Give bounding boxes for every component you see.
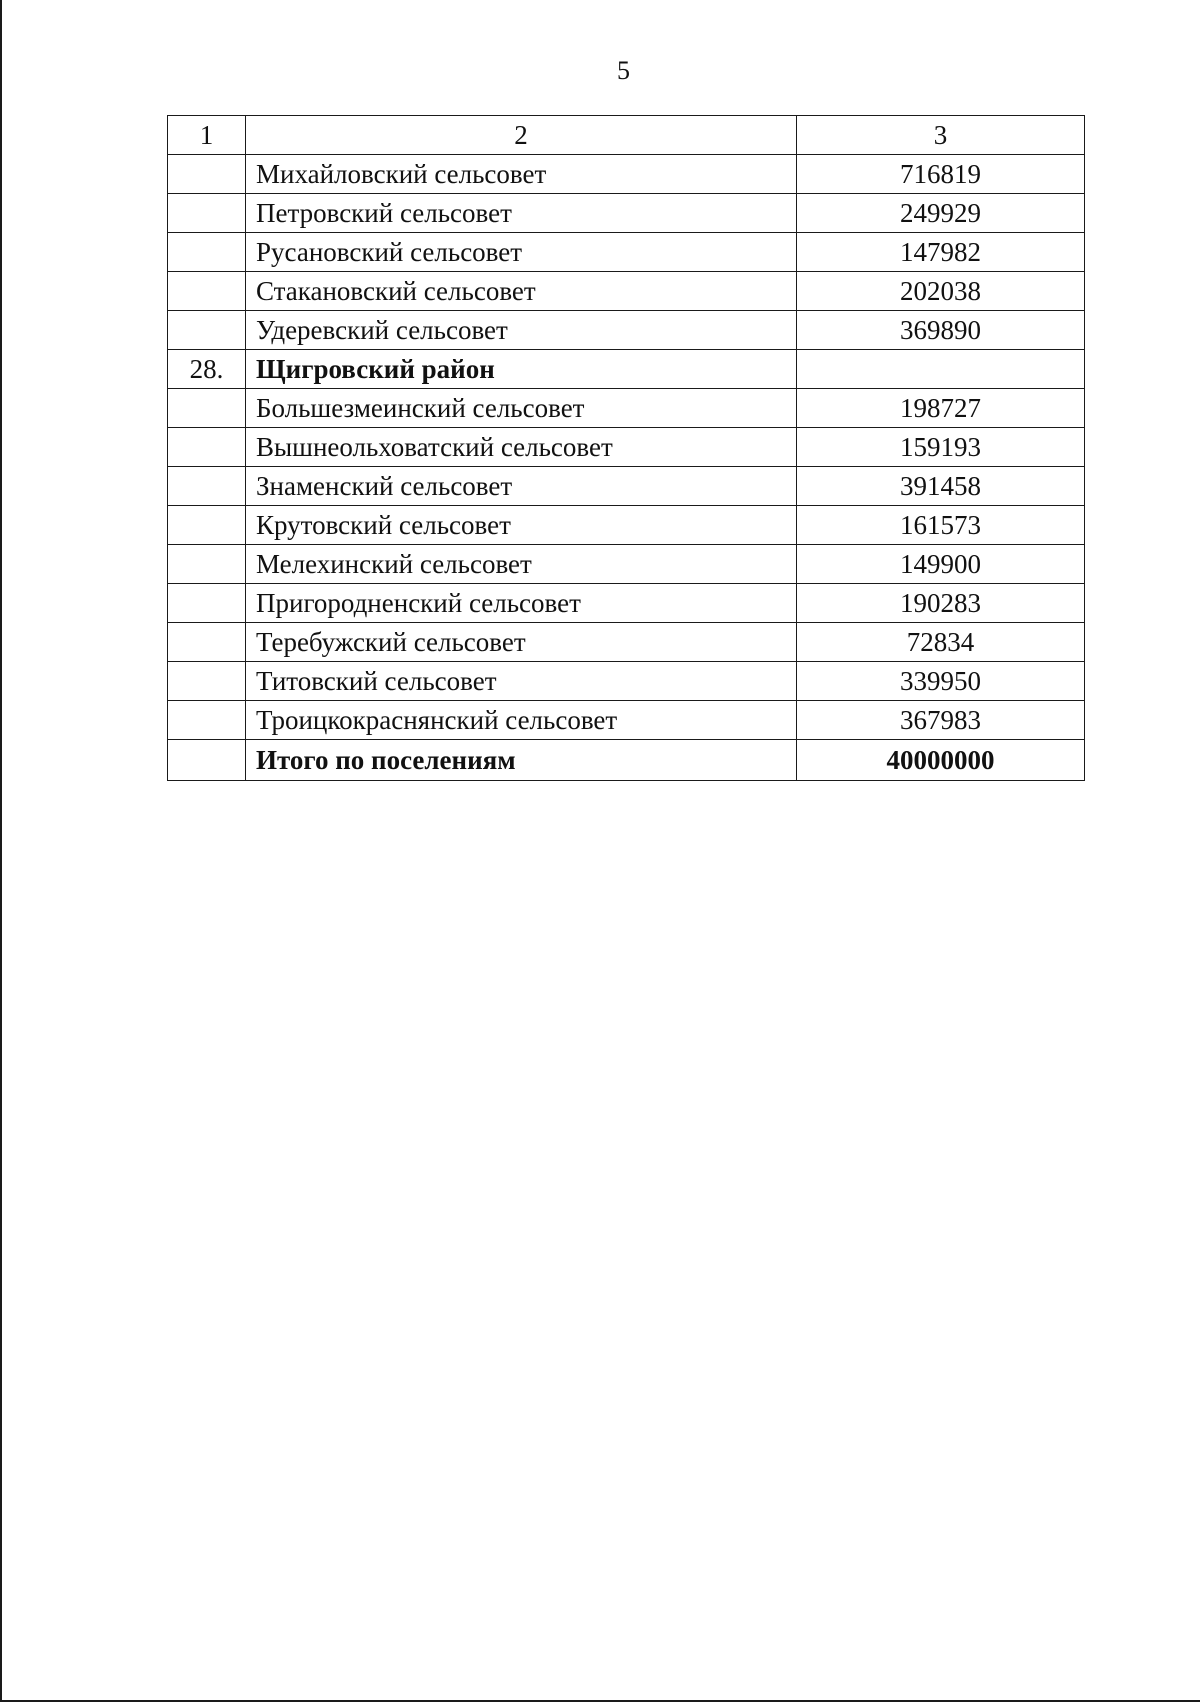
row-number <box>168 623 246 662</box>
settlement-value: 159193 <box>797 428 1085 467</box>
settlement-value: 198727 <box>797 389 1085 428</box>
row-number <box>168 194 246 233</box>
settlement-value: 72834 <box>797 623 1085 662</box>
allocation-table <box>167 115 1085 781</box>
settlement-value: 161573 <box>797 506 1085 545</box>
settlement-name: Знаменский сельсовет <box>246 467 797 506</box>
settlement-name: Вышнеольховатский сельсовет <box>246 428 797 467</box>
row-number: 28. <box>168 350 246 389</box>
table-row <box>168 623 1085 662</box>
table-row <box>168 506 1085 545</box>
district-row <box>168 350 1085 389</box>
total-label: Итого по поселениям <box>246 740 797 781</box>
settlement-name: Пригородненский сельсовет <box>246 584 797 623</box>
table-row <box>168 584 1085 623</box>
table-row <box>168 467 1085 506</box>
settlement-name: Крутовский сельсовет <box>246 506 797 545</box>
settlement-name: Русановский сельсовет <box>246 233 797 272</box>
settlement-value: 149900 <box>797 545 1085 584</box>
district-value <box>797 350 1085 389</box>
settlement-name: Мелехинский сельсовет <box>246 545 797 584</box>
settlement-name: Троицкокраснянский сельсовет <box>246 701 797 740</box>
table-row <box>168 272 1085 311</box>
settlement-value: 716819 <box>797 155 1085 194</box>
header-cell: 2 <box>246 116 797 155</box>
header-cell: 3 <box>797 116 1085 155</box>
header-cell: 1 <box>168 116 246 155</box>
district-name: Щигровский район <box>246 350 797 389</box>
settlement-name: Теребужский сельсовет <box>246 623 797 662</box>
page-number: 5 <box>617 56 630 85</box>
total-value: 40000000 <box>797 740 1085 781</box>
scan-edge-left <box>0 0 2 1702</box>
settlement-value: 367983 <box>797 701 1085 740</box>
settlement-value: 391458 <box>797 467 1085 506</box>
row-number <box>168 662 246 701</box>
table-row <box>168 155 1085 194</box>
row-number <box>168 506 246 545</box>
settlement-value: 249929 <box>797 194 1085 233</box>
settlement-value: 339950 <box>797 662 1085 701</box>
table-row <box>168 428 1085 467</box>
row-number <box>168 389 246 428</box>
table-row <box>168 389 1085 428</box>
settlement-name: Михайловский сельсовет <box>246 155 797 194</box>
row-number <box>168 233 246 272</box>
table-header-row <box>168 116 1085 155</box>
settlement-value: 202038 <box>797 272 1085 311</box>
row-number <box>168 311 246 350</box>
table-row <box>168 311 1085 350</box>
settlement-name: Петровский сельсовет <box>246 194 797 233</box>
settlement-name: Титовский сельсовет <box>246 662 797 701</box>
settlement-value: 147982 <box>797 233 1085 272</box>
table-row <box>168 233 1085 272</box>
row-number <box>168 155 246 194</box>
row-number <box>168 428 246 467</box>
row-number <box>168 545 246 584</box>
row-number <box>168 272 246 311</box>
table-row <box>168 545 1085 584</box>
total-row <box>168 740 1085 781</box>
row-number <box>168 740 246 781</box>
row-number <box>168 467 246 506</box>
settlement-value: 369890 <box>797 311 1085 350</box>
settlement-name: Стакановский сельсовет <box>246 272 797 311</box>
row-number <box>168 701 246 740</box>
table-row <box>168 662 1085 701</box>
settlement-name: Удеревский сельсовет <box>246 311 797 350</box>
table-row <box>168 701 1085 740</box>
settlement-value: 190283 <box>797 584 1085 623</box>
settlement-name: Большезмеинский сельсовет <box>246 389 797 428</box>
row-number <box>168 584 246 623</box>
table-row <box>168 194 1085 233</box>
